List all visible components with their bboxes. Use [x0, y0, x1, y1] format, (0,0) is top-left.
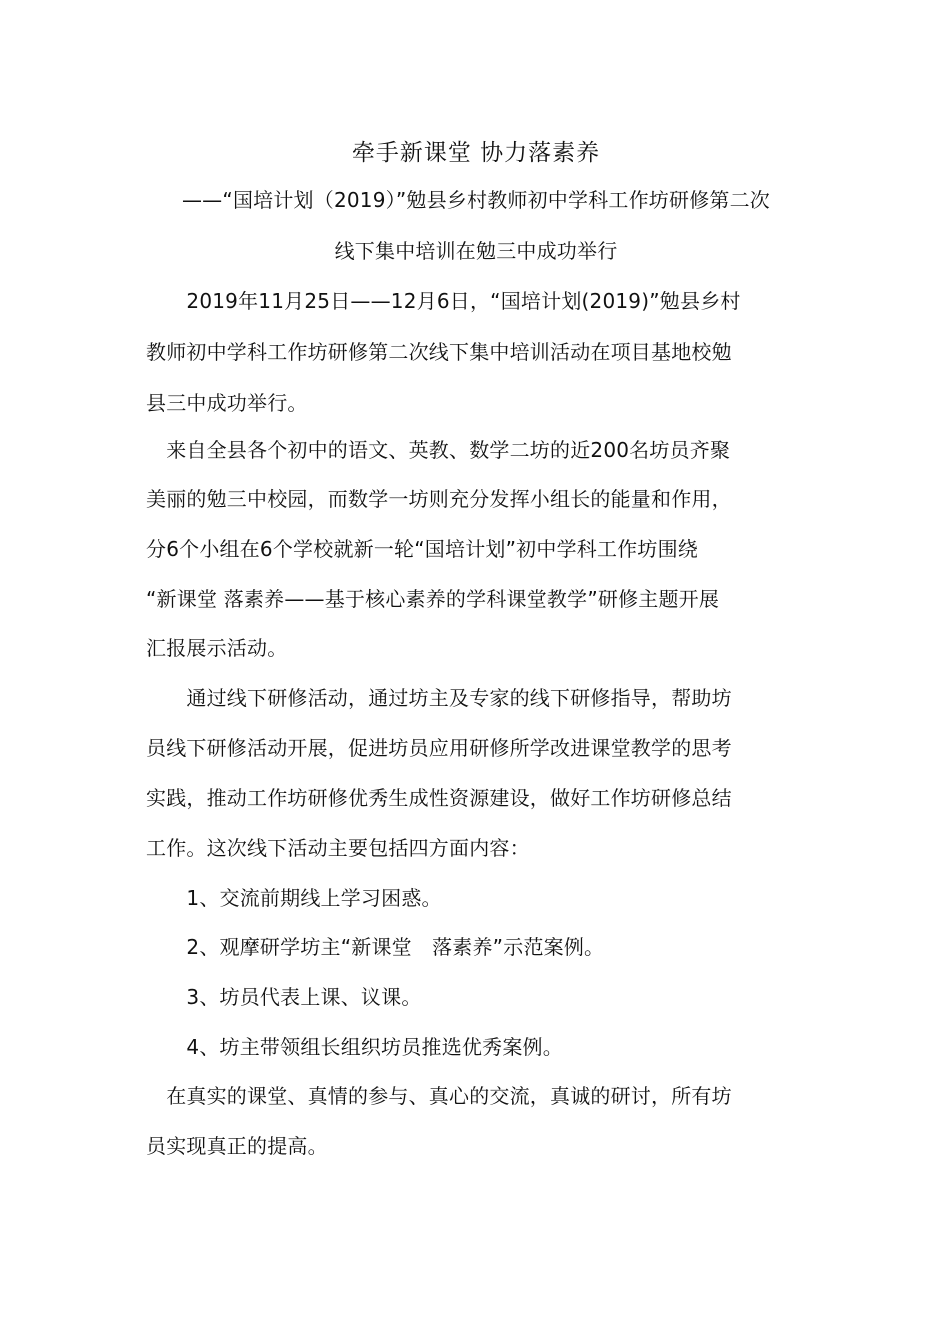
paragraph-2-line-4: “新课堂 落素养——基于核心素养的学科课堂教学”研修主题开展: [146, 587, 720, 611]
list-item: 2、观摩研学坊主“新课堂 落素养”示范案例。: [146, 935, 605, 959]
list-item: 1、交流前期线上学习困惑。: [146, 886, 442, 910]
paragraph-2-line-1: 来自全县各个初中的语文、英教、数学二坊的近200名坊员齐聚: [146, 438, 731, 462]
paragraph-3-line-4: 工作。这次线下活动主要包括四方面内容：: [146, 836, 530, 860]
paragraph-3-line-3: 实践，推动工作坊研修优秀生成性资源建设，做好工作坊研修总结: [146, 786, 732, 810]
list-item: 4、坊主带领组长组织坊员推选优秀案例。: [146, 1035, 563, 1059]
paragraph-2-line-5: 汇报展示活动。: [146, 636, 288, 660]
paragraph-3-line-2: 员线下研修活动开展，促进坊员应用研修所学改进课堂教学的思考: [146, 736, 732, 760]
paragraph-1-line-3: 县三中成功举行。: [146, 391, 308, 415]
list-item: 3、坊员代表上课、议课。: [146, 985, 422, 1009]
document-title: 牵手新课堂 协力落素养: [351, 140, 601, 166]
paragraph-1-line-2: 教师初中学科工作坊研修第二次线下集中培训活动在项目基地校勉: [146, 340, 732, 364]
subtitle-line-1: ——“国培计划（2019）”勉县乡村教师初中学科工作坊研修第二次: [181, 188, 771, 212]
paragraph-3-line-1: 通过线下研修活动，通过坊主及专家的线下研修指导，帮助坊: [146, 686, 732, 710]
paragraph-4-line-1: 在真实的课堂、真情的参与、真心的交流，真诚的研讨，所有坊: [146, 1084, 732, 1108]
paragraph-2-line-3: 分6个小组在6个学校就新一轮“国培计划”初中学科工作坊围绕: [146, 537, 698, 561]
paragraph-1-line-1: 2019年11月25日——12月6日，“国培计划(2019)”勉县乡村: [146, 289, 741, 313]
paragraph-4-line-2: 员实现真正的提高。: [146, 1134, 328, 1158]
subtitle-line-2: 线下集中培训在勉三中成功举行: [334, 239, 618, 263]
paragraph-2-line-2: 美丽的勉三中校园，而数学一坊则充分发挥小组长的能量和作用，: [146, 487, 732, 511]
